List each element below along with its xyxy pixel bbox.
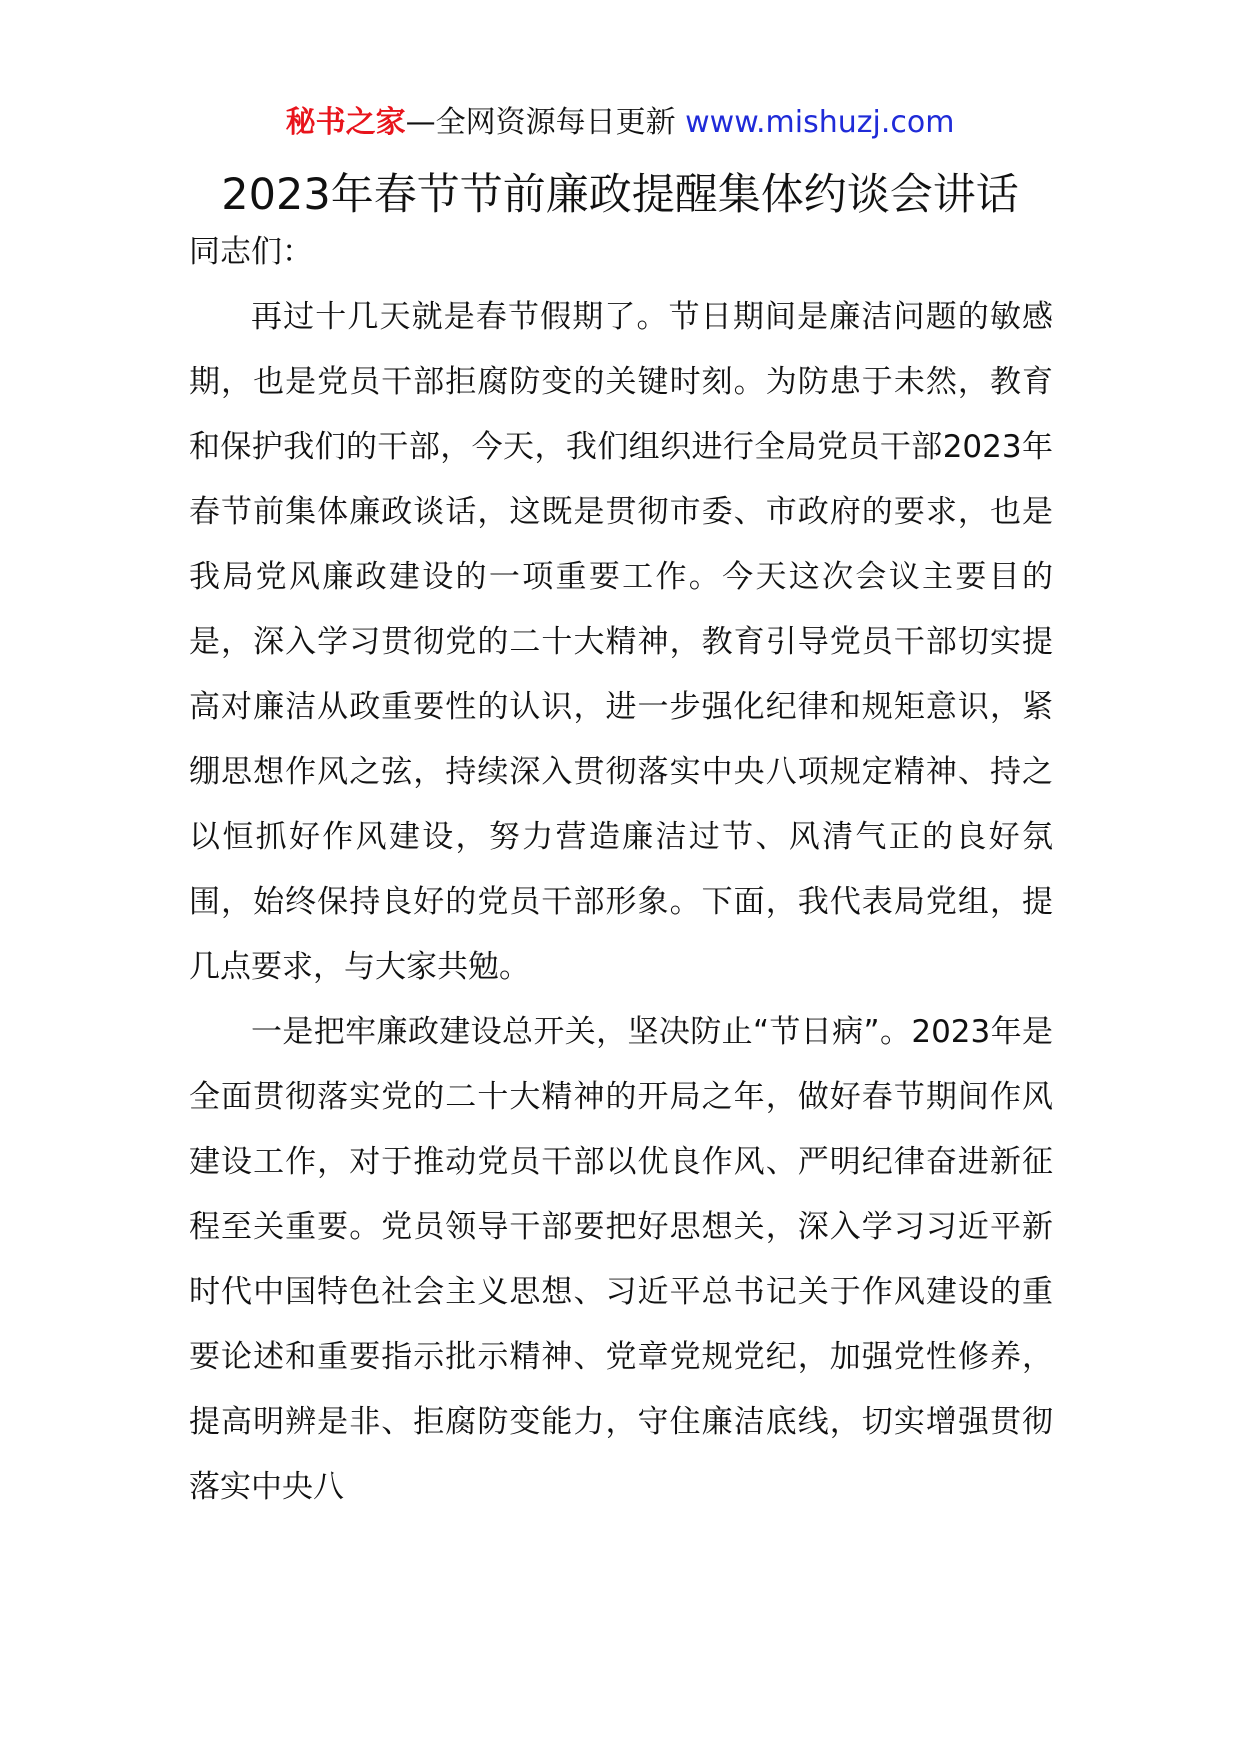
paragraph-point-one: 一是把牢廉政建设总开关，坚决防止“节日病”。2023年是全面贯彻落实党的二十大精神的开局之年，做好春节期间作风建设工作，对于推动党员干部以优良作风、严明纪律奋进新征程至关重要。党员领导干部要把好思想关，深入学习习近平新时代中国特色社会主义思想、习近平总书记关于作风建设的重要论述和重要指示批示精神、党章党规党纪，加强党性修养，提高明辨是非、拒腐防变能力，守住廉洁底线，切实增强贯彻落实中央八 [189,1014,1053,1505]
header-tagline: —全网资源每日更新 [405,105,676,140]
document-body [189,228,1053,1520]
document-title: 2023年春节节前廉政提醒集体约谈会讲话 [221,170,1019,220]
site-header [0,103,1240,143]
paragraph-intro: 再过十几天就是春节假期了。节日期间是廉洁问题的敏感期，也是党员干部拒腐防变的关键时刻。为防患于未然，教育和保护我们的干部，今天，我们组织进行全局党员干部2023年春节前集体廉政谈话，这既是贯彻市委、市政府的要求，也是我局党风廉政建设的一项重要工作。今天这次会议主要目的是，深入学习贯彻党的二十大精神，教育引导党员干部切实提高对廉洁从政重要性的认识，进一步强化纪律和规矩意识，紧绷思想作风之弦，持续深入贯彻落实中央八项规定精神、持之以恒抓好作风建设，努力营造廉洁过节、风清气正的良好氛围，始终保持良好的党员干部形象。下面，我代表局党组，提几点要求，与大家共勉。 [189,299,1053,985]
brand-name: 秘书之家 [285,105,406,140]
greeting: 同志们： [189,234,313,270]
site-url-link[interactable]: www.mishuzj.com [685,105,955,140]
